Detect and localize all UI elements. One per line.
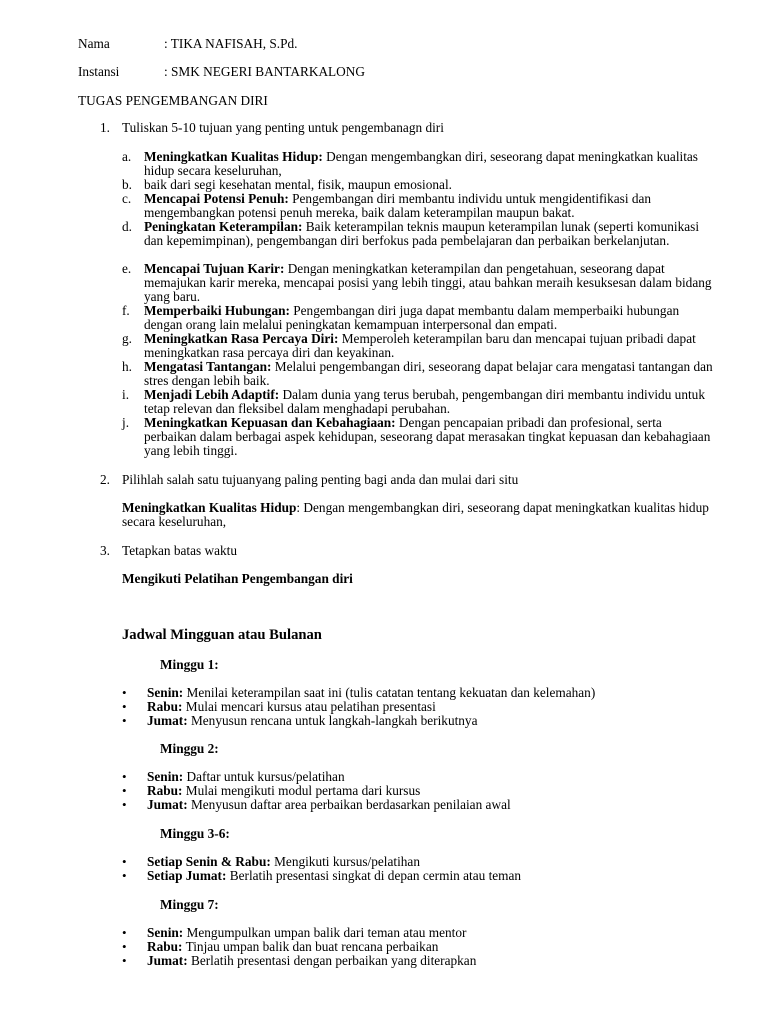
day-task: Menyusun daftar area perbaikan berdasarkan penilaian awal bbox=[187, 797, 511, 812]
day-label: Rabu: bbox=[147, 783, 183, 798]
bullet-icon: • bbox=[122, 713, 127, 728]
list-item bbox=[147, 798, 511, 812]
item-body bbox=[144, 388, 714, 416]
item-bold-label: Mencapai Tujuan Karir: bbox=[144, 261, 285, 276]
item-bold-label: Memperbaiki Hubungan: bbox=[144, 303, 290, 318]
week-title: Minggu 7: bbox=[160, 897, 219, 912]
item-text: baik dari segi kesehatan mental, fisik, maupun emosional. bbox=[144, 177, 452, 192]
list-item bbox=[147, 869, 521, 883]
day-task: Berlatih presentasi singkat di depan cermin atau teman bbox=[226, 868, 522, 883]
item-body bbox=[144, 220, 714, 248]
week-title: Minggu 2: bbox=[160, 741, 219, 756]
item-text: Memperoleh keterampilan baru dan mencapai tujuan pribadi dapat meningkatkan rasa percaya diri dan keyakinan. bbox=[144, 331, 696, 360]
item-body bbox=[144, 360, 714, 388]
day-label: Senin: bbox=[147, 925, 184, 940]
q3-text: Tetapkan batas waktu bbox=[122, 543, 238, 558]
item-text: Pengembangan diri membantu individu untuk mengidentifikasi dan mengembangkan potensi penuh mereka, baik dalam keterampilan maupun bakat. bbox=[144, 191, 652, 220]
nama-label: Nama bbox=[78, 36, 110, 51]
day-label: Senin: bbox=[147, 685, 184, 700]
schedule-heading: Jadwal Mingguan atau Bulanan bbox=[122, 627, 322, 643]
nama-value: : TIKA NAFISAH, S.Pd. bbox=[164, 36, 298, 51]
day-task: Daftar untuk kursus/pelatihan bbox=[183, 769, 345, 784]
bullet-icon: • bbox=[122, 769, 127, 784]
bullet-icon: • bbox=[122, 953, 127, 968]
item-body bbox=[144, 304, 714, 332]
item-bold-label: Meningkatkan Kualitas Hidup: bbox=[144, 149, 323, 164]
item-letter: a. bbox=[122, 149, 132, 164]
day-task: Mulai mengikuti modul pertama dari kursus bbox=[182, 783, 421, 798]
item-letter: d. bbox=[122, 219, 132, 234]
item-letter: f. bbox=[122, 303, 130, 318]
item-body bbox=[144, 416, 714, 458]
item-body bbox=[144, 332, 714, 360]
day-task: Mengikuti kursus/pelatihan bbox=[270, 854, 420, 869]
bullet-icon: • bbox=[122, 925, 127, 940]
day-label: Setiap Senin & Rabu: bbox=[147, 854, 271, 869]
item-text: Dalam dunia yang terus berubah, pengembangan diri membantu individu untuk tetap relevan dan fleksibel dalam menghadapi perubahan. bbox=[144, 387, 705, 416]
day-task: Menyusun rencana untuk langkah-langkah berikutnya bbox=[187, 713, 478, 728]
day-label: Jumat: bbox=[147, 797, 188, 812]
document-title: TUGAS PENGEMBANGAN DIRI bbox=[78, 93, 268, 108]
q2-answer-text: : Dengan mengembangkan diri, seseorang dapat meningkatkan kualitas hidup secara keseluruhan, bbox=[122, 500, 709, 529]
item-letter: e. bbox=[122, 261, 132, 276]
week-title: Minggu 1: bbox=[160, 657, 219, 672]
bullet-icon: • bbox=[122, 854, 127, 869]
day-task: Berlatih presentasi dengan perbaikan yang diterapkan bbox=[187, 953, 477, 968]
list-item bbox=[147, 855, 420, 869]
item-letter: b. bbox=[122, 177, 132, 192]
day-task: Mengumpulkan umpan balik dari teman atau mentor bbox=[183, 925, 467, 940]
list-item bbox=[147, 954, 476, 968]
day-task: Mulai mencari kursus atau pelatihan presentasi bbox=[182, 699, 436, 714]
item-text: Dengan meningkatkan keterampilan dan pengetahuan, seseorang dapat memajukan karir mereka, mencapai posisi yang lebih tinggi, atau bahkan meraih kesuksesan dalam bidang yang baru. bbox=[144, 261, 712, 304]
item-letter: i. bbox=[122, 387, 130, 402]
item-text: Baik keterampilan teknis maupun keterampilan lunak (seperti komunikasi dan kepemimpinan), pengembangan diri berfokus pada pembelajaran dan perbaikan berkelanjutan. bbox=[144, 219, 700, 248]
bullet-icon: • bbox=[122, 939, 127, 954]
item-letter: h. bbox=[122, 359, 132, 374]
q2-answer bbox=[122, 501, 712, 529]
day-label: Jumat: bbox=[147, 953, 188, 968]
item-text: Dengan mengembangkan diri, seseorang dapat meningkatkan kualitas hidup secara keseluruhan, bbox=[144, 149, 698, 178]
list-item bbox=[147, 940, 438, 954]
week-title: Minggu 3-6: bbox=[160, 826, 230, 841]
item-bold-label: Mencapai Potensi Penuh: bbox=[144, 191, 289, 206]
item-body bbox=[144, 192, 714, 220]
q3-number: 3. bbox=[100, 543, 110, 558]
instansi-value: : SMK NEGERI BANTARKALONG bbox=[164, 64, 365, 79]
q1-text: Tuliskan 5-10 tujuan yang penting untuk pengembanagn diri bbox=[122, 120, 444, 135]
instansi-label: Instansi bbox=[78, 64, 120, 79]
bullet-icon: • bbox=[122, 783, 127, 798]
day-label: Setiap Jumat: bbox=[147, 868, 227, 883]
item-letter: g. bbox=[122, 331, 132, 346]
item-text: Melalui pengembangan diri, seseorang dapat belajar cara mengatasi tantangan dan stres dengan lebih baik. bbox=[144, 359, 713, 388]
bullet-icon: • bbox=[122, 699, 127, 714]
q2-answer-bold: Meningkatkan Kualitas Hidup bbox=[122, 500, 297, 515]
q1-number: 1. bbox=[100, 120, 110, 135]
list-item bbox=[147, 770, 345, 784]
q2-text: Pilihlah salah satu tujuanyang paling penting bagi anda dan mulai dari situ bbox=[122, 472, 519, 487]
item-bold-label: Meningkatkan Kepuasan dan Kebahagiaan: bbox=[144, 415, 396, 430]
day-label: Rabu: bbox=[147, 699, 183, 714]
list-item bbox=[147, 700, 436, 714]
q3-answer: Mengikuti Pelatihan Pengembangan diri bbox=[122, 571, 353, 586]
item-letter: j. bbox=[122, 415, 130, 430]
list-item bbox=[147, 714, 477, 728]
item-bold-label: Mengatasi Tantangan: bbox=[144, 359, 272, 374]
item-bold-label: Menjadi Lebih Adaptif: bbox=[144, 387, 280, 402]
day-task: Menilai keterampilan saat ini (tulis catatan tentang kekuatan dan kelemahan) bbox=[183, 685, 596, 700]
item-text: Dengan pencapaian pribadi dan profesional, serta perbaikan dalam berbagai aspek kehidupan, seseorang dapat merasakan tingkat kepuasan dan kebahagiaan yang lebih tinggi. bbox=[144, 415, 711, 458]
bullet-icon: • bbox=[122, 797, 127, 812]
day-label: Senin: bbox=[147, 769, 184, 784]
item-body bbox=[144, 150, 714, 178]
item-body bbox=[144, 262, 714, 304]
item-bold-label: Meningkatkan Rasa Percaya Diri: bbox=[144, 331, 339, 346]
item-body bbox=[144, 178, 714, 192]
list-item bbox=[147, 686, 595, 700]
item-text: Pengembangan diri juga dapat membantu dalam memperbaiki hubungan dengan orang lain melalui peningkatan kemampuan interpersonal dan empati. bbox=[144, 303, 680, 332]
bullet-icon: • bbox=[122, 685, 127, 700]
item-letter: c. bbox=[122, 191, 132, 206]
day-task: Tinjau umpan balik dan buat rencana perbaikan bbox=[182, 939, 439, 954]
list-item bbox=[147, 784, 420, 798]
list-item bbox=[147, 926, 466, 940]
bullet-icon: • bbox=[122, 868, 127, 883]
day-label: Jumat: bbox=[147, 713, 188, 728]
item-bold-label: Peningkatan Keterampilan: bbox=[144, 219, 303, 234]
q2-number: 2. bbox=[100, 472, 110, 487]
day-label: Rabu: bbox=[147, 939, 183, 954]
